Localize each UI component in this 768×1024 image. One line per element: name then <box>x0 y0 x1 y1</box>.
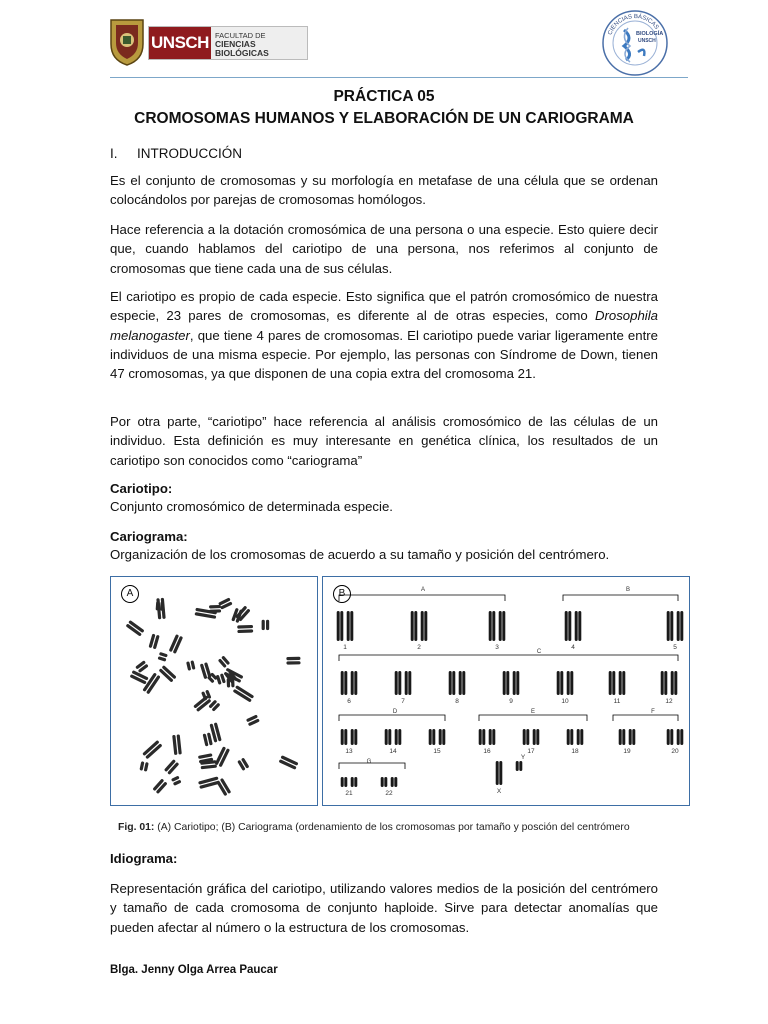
chromosome-pair-5 <box>667 611 684 641</box>
section-number: I. <box>110 146 118 161</box>
chromosome-pair-2 <box>411 611 428 641</box>
idiograma-definition: Representación gráfica del cariotipo, utilizando valores medios de la posición del centrómero y tamaño de cada cromosoma de conjunto haploide. Sirve para detectar anomalías que pueden afectar al número o la estructura de los cromosomas. <box>110 881 658 935</box>
metaphase-chromosome <box>148 634 159 650</box>
university-logo-banner <box>148 26 308 60</box>
chromosome-number-12: 12 <box>665 698 673 705</box>
chromosome-pair-18 <box>567 729 584 745</box>
chromosome-number-11: 11 <box>613 698 621 705</box>
metaphase-chromosome <box>152 778 167 794</box>
chromosome-pair-6 <box>341 671 358 695</box>
chromosome-pair-13 <box>341 729 358 745</box>
chromosome-number-14: 14 <box>389 748 397 755</box>
seal-arc-text: CIENCIAS BÁSICAS <box>607 13 660 37</box>
chromosome-pair-9 <box>503 671 520 695</box>
chromosome-pair-11 <box>609 671 626 695</box>
figure-a-label: A <box>121 585 139 603</box>
chromosome-number-4: 4 <box>571 644 575 651</box>
chromosome-number-7: 7 <box>401 698 405 705</box>
chromosome-number-21: 21 <box>345 790 353 797</box>
chromosome-number-5: 5 <box>673 644 677 651</box>
metaphase-chromosome <box>216 778 231 796</box>
header-divider <box>110 77 688 78</box>
unsch-logo-text: UNSCH <box>149 27 211 59</box>
group-label-d: D <box>392 709 398 715</box>
species-name: Drosophila melanogaster <box>110 308 658 343</box>
chromosome-number-2: 2 <box>417 644 421 651</box>
metaphase-chromosomes <box>111 577 316 804</box>
metaphase-chromosome <box>218 655 230 668</box>
chromosome-number-9: 9 <box>509 698 513 705</box>
chromosome-pair-19 <box>619 729 636 745</box>
chromosome-pair-12 <box>661 671 678 695</box>
idiograma-label: Idiograma: <box>110 851 178 866</box>
metaphase-chromosome <box>186 660 195 671</box>
chromosome-number-6: 6 <box>347 698 351 705</box>
metaphase-chromosome <box>203 732 213 746</box>
chromosome-pair-3 <box>489 611 506 641</box>
metaphase-chromosome <box>142 740 162 759</box>
metaphase-chromosome <box>169 634 183 654</box>
practice-number: PRÁCTICA 05 <box>333 88 435 105</box>
metaphase-chromosome <box>159 665 177 683</box>
metaphase-chromosome <box>164 759 179 775</box>
metaphase-chromosome <box>158 652 168 662</box>
cariotipo-label: Cariotipo: <box>110 481 173 496</box>
seal-biologia: BIOLOGÍA <box>636 31 664 37</box>
group-label-a: A <box>420 587 426 593</box>
chromosome-number-10: 10 <box>561 698 569 705</box>
chromosome-pair-22 <box>381 777 398 787</box>
metaphase-chromosome <box>126 620 145 637</box>
metaphase-chromosome <box>172 734 182 755</box>
chromosome-pair-10 <box>557 671 574 695</box>
metaphase-chromosome <box>200 662 212 679</box>
metaphase-chromosome <box>233 685 255 702</box>
paragraph-4: Por otra parte, “cariotipo” hace referencia al análisis cromosómico de las células de un individuo. Esta definición es muy interesante en genética clínica, los resultados de un cariotipo son conocidos como “cariograma” <box>110 414 658 468</box>
chromosome-number-19: 19 <box>623 748 631 755</box>
chromosome-pair-21 <box>341 777 358 787</box>
metaphase-chromosome <box>130 670 149 685</box>
metaphase-chromosome <box>246 714 260 726</box>
chromosome-pair-15 <box>429 729 446 745</box>
metaphase-chromosome <box>218 597 233 609</box>
metaphase-chromosome <box>195 608 218 619</box>
chromosome-number-13: 13 <box>345 748 353 755</box>
ciencias-basicas-seal <box>600 8 670 78</box>
chromosome-number-20: 20 <box>671 748 679 755</box>
chromosome-number-1: 1 <box>343 644 347 651</box>
group-label-e: E <box>530 709 536 715</box>
figure-b-karyogram <box>322 576 690 806</box>
section-heading: INTRODUCCIÓN <box>137 146 242 161</box>
university-shield-logo <box>108 16 146 66</box>
chromosome-pair-17 <box>523 729 540 745</box>
metaphase-chromosome <box>215 746 231 767</box>
karyogram-chart <box>323 577 688 804</box>
metaphase-chromosome <box>237 757 249 771</box>
faculty-line2: CIENCIAS BIOLÓGICAS <box>215 39 269 58</box>
metaphase-chromosome <box>286 657 300 665</box>
paragraph-1: Es el conjunto de cromosomas y su morfología en metafase de una célula que se ordenan colocándolos por parejas de cromosomas homólogos. <box>110 173 658 208</box>
chromosome-number-16: 16 <box>483 748 491 755</box>
figure-a-metaphase-spread <box>110 576 318 806</box>
cariograma-definition: Organización de los cromosomas de acuerdo a su tamaño y posición del centrómero. <box>110 547 610 562</box>
metaphase-chromosome <box>279 755 299 770</box>
figure-caption <box>118 822 630 833</box>
sex-chromosomes <box>496 761 523 785</box>
metaphase-chromosome <box>139 761 148 772</box>
caption-label: Fig. 01: <box>118 822 155 833</box>
chromosome-number-18: 18 <box>571 748 579 755</box>
metaphase-chromosome <box>216 673 226 685</box>
chromosome-pair-20 <box>667 729 684 745</box>
chromosome-number-22: 22 <box>385 790 393 797</box>
metaphase-chromosome <box>135 660 149 673</box>
seal-unsch: UNSCH <box>638 38 656 44</box>
metaphase-chromosome <box>262 620 270 630</box>
chromosome-pair-7 <box>395 671 412 695</box>
chromosome-number-8: 8 <box>455 698 459 705</box>
paragraph-3-part-a: El cariotipo es propio de cada especie. Esto significa que el patrón cromosómico de nuestra especie, 23 pares de cromosomas, es diferente al de otras especies, como <box>110 289 658 324</box>
faculty-line1: FACULTAD DE <box>215 31 266 40</box>
practice-title: CROMOSOMAS HUMANOS Y ELABORACIÓN DE UN CARIOGRAMA <box>134 110 634 127</box>
chromosome-pair-8 <box>449 671 466 695</box>
sex-label-y: Y <box>520 754 526 761</box>
metaphase-chromosome <box>171 776 182 786</box>
group-label-f: F <box>651 709 655 715</box>
metaphase-chromosome <box>198 776 220 789</box>
cariograma-label: Cariograma: <box>110 529 188 544</box>
chromosome-pair-1 <box>337 611 354 641</box>
caption-text: (A) Cariotipo; (B) Cariograma (ordenamiento de los cromosomas por tamaño y posción del centrómero <box>154 822 630 833</box>
group-label-g: G <box>366 759 372 765</box>
group-label-c: C <box>536 649 542 655</box>
group-label-b: B <box>625 587 631 593</box>
paragraph-2: Hace referencia a la dotación cromosómica de una persona o una especie. Esto quiere decir que, cuando hablamos del cariotipo de una persona, nos referimos al conjunto de cromosomas que tiene cada una de sus células. <box>110 222 658 276</box>
chromosome-pair-16 <box>479 729 496 745</box>
metaphase-chromosome <box>237 625 253 633</box>
faculty-name <box>215 31 309 58</box>
figure-b-label: B <box>333 585 351 603</box>
chromosome-number-17: 17 <box>527 748 535 755</box>
chromosome-number-15: 15 <box>433 748 441 755</box>
chromosome-pair-14 <box>385 729 402 745</box>
chromosome-pair-4 <box>565 611 582 641</box>
chromosome-number-3: 3 <box>495 644 499 651</box>
sex-label-x: X <box>496 788 502 795</box>
paragraph-3-part-b: , que tiene 4 pares de cromosomas. El cariotipo puede variar ligeramente entre individuos de una misma especie. Por ejemplo, las personas con Síndrome de Down, tienen 47 cromosomas, ya que disponen de una copia extra del cromosoma 21. <box>110 327 658 382</box>
paragraph-3 <box>110 287 658 383</box>
cariotipo-definition: Conjunto cromosómico de determinada especie. <box>110 499 393 514</box>
author-footer: Blga. Jenny Olga Arrea Paucar <box>110 964 278 976</box>
